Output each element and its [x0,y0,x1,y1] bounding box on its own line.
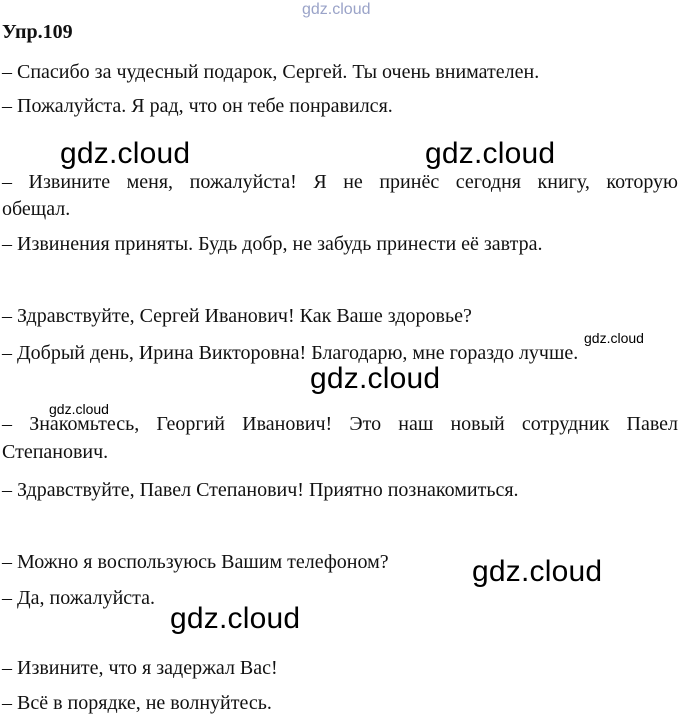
text-line-1: – Спасибо за чудесный подарок, Сергей. Ты очень внимателен. [2,61,540,83]
text-line-7: – Добрый день, Ирина Викторовна! Благодарю, мне гораздо лучше. [2,342,579,364]
text-line-6: – Здравствуйте, Сергей Иванович! Как Ваше здоровье? [2,305,472,327]
watermark-3: gdz.cloud [584,330,644,346]
watermark-1: gdz.cloud [60,137,191,170]
text-line-12: – Да, пожалуйста. [2,587,156,609]
watermark-6: gdz.cloud [472,555,603,588]
watermark-4: gdz.cloud [310,362,441,395]
text-line-8: – Знакомьтесь, Георгий Иванович! Это наш новый сотрудник Павел [2,413,678,435]
watermark-2: gdz.cloud [425,137,556,170]
text-line-11: – Можно я воспользуюсь Вашим телефоном? [2,551,389,573]
watermark-7: gdz.cloud [170,602,301,635]
text-line-14: – Всё в порядке, не волнуйтесь. [2,692,272,714]
exercise-title: Упр.109 [2,21,73,43]
watermark-5: gdz.cloud [49,401,109,417]
text-line-3: – Извините меня, пожалуйста! Я не принёс сегодня книгу, которую [2,171,678,193]
text-line-10: – Здравствуйте, Павел Степанович! Приятно познакомиться. [2,479,519,501]
text-line-9: Степанович. [2,441,109,463]
text-line-4: обещал. [2,198,71,220]
watermark-top: gdz.cloud [302,1,371,18]
text-line-5: – Извинения приняты. Будь добр, не забудь принести её завтра. [2,233,543,255]
text-line-2: – Пожалуйста. Я рад, что он тебе понравился. [2,95,393,117]
text-line-13: – Извините, что я задержал Вас! [2,657,278,679]
